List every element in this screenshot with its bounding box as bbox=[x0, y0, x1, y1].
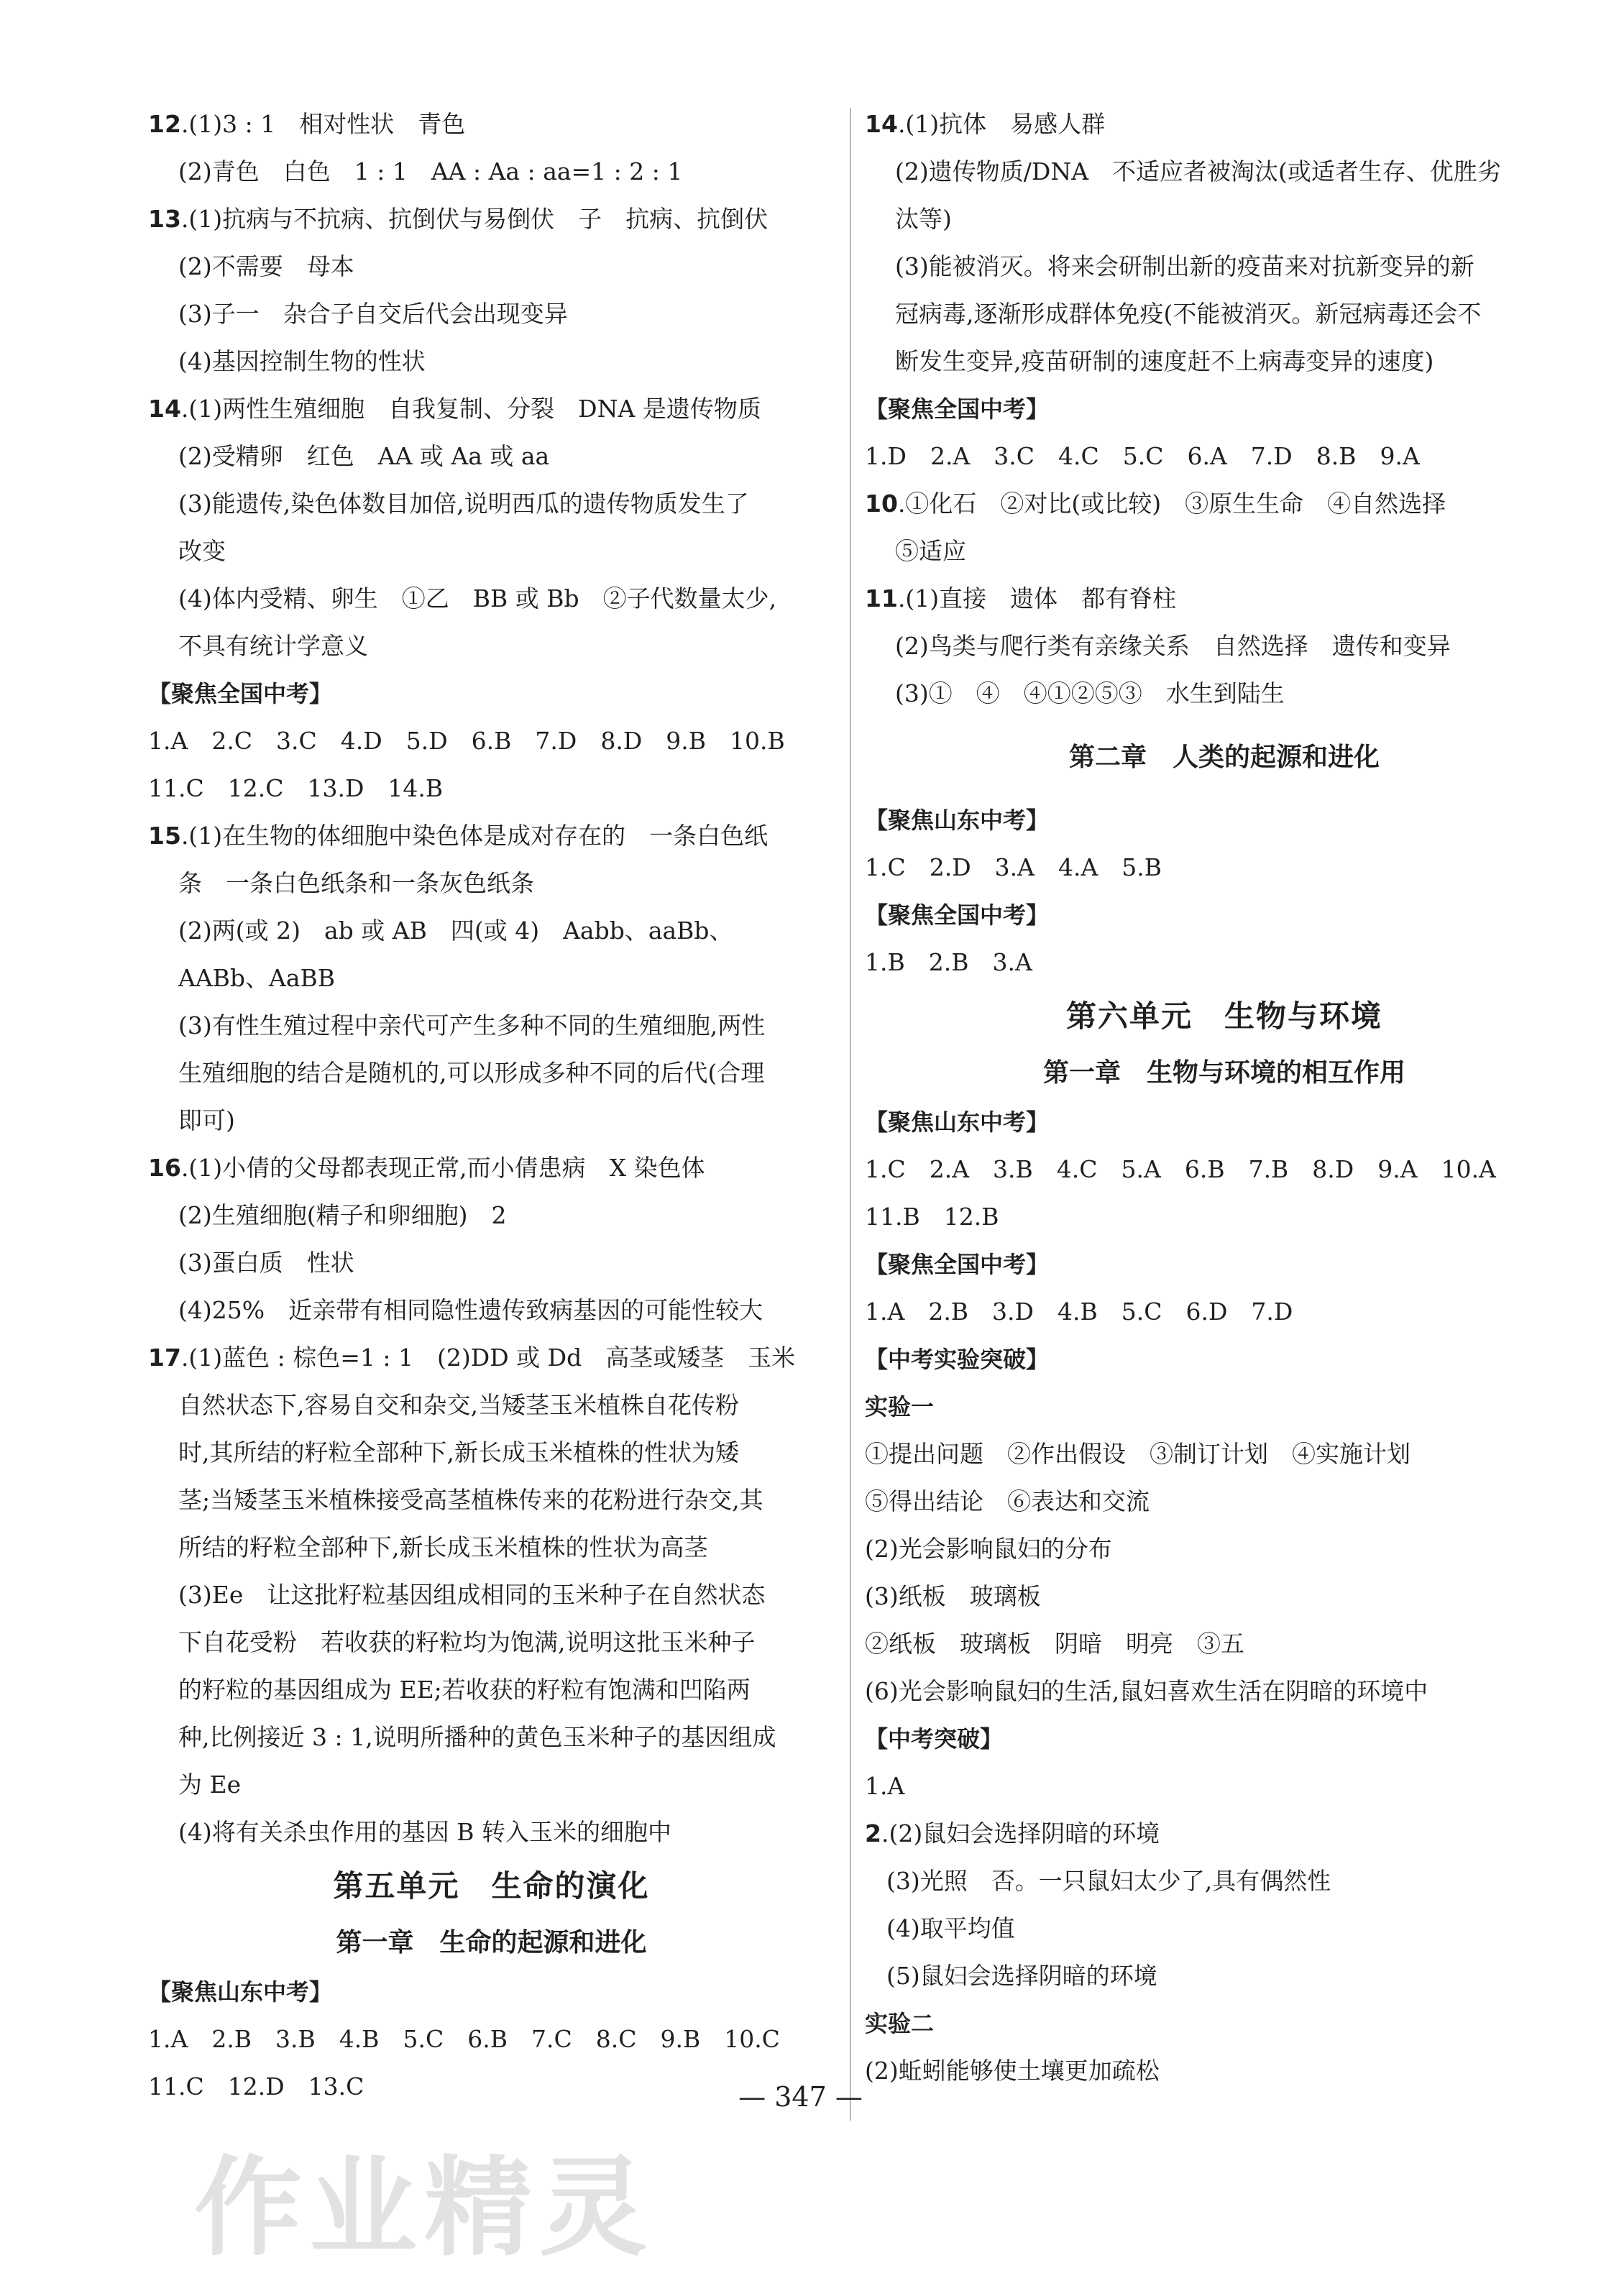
section-heading: 实验二 bbox=[865, 2010, 935, 2037]
answer-line bbox=[148, 1287, 835, 1334]
question-number: 10 bbox=[865, 490, 898, 518]
answer-text: ⑤适应 bbox=[895, 537, 966, 565]
answer-text: ①提出问题 ②作出假设 ③制订计划 ④实施计划 bbox=[865, 1440, 1410, 1468]
answer-text: (4)取平均值 bbox=[886, 1914, 1015, 1942]
section-heading: 【聚焦全国中考】 bbox=[865, 395, 1050, 423]
answer-text: 自然状态下,容易自交和杂交,当矮茎玉米植株自花传粉 bbox=[178, 1391, 739, 1419]
chapter-title: 第一章 生物与环境的相互作用 bbox=[1042, 1057, 1405, 1088]
answer-text: (2)遗传物质/DNA 不适应者被淘汰(或适者生存、优胜劣 bbox=[895, 157, 1501, 185]
answer-text: 为 Ee bbox=[178, 1771, 242, 1799]
answer-text: 11.C 12.D 13.C bbox=[148, 2072, 364, 2100]
answer-text: .(1)抗病与不抗病、抗倒伏与易倒伏 子 抗病、抗倒伏 bbox=[180, 205, 769, 233]
answer-line bbox=[148, 196, 835, 243]
section-heading: 【聚焦山东中考】 bbox=[148, 1978, 333, 2006]
answer-text: 冠病毒,逐渐形成群体免疫(不能被消灭。新冠病毒还会不 bbox=[895, 300, 1482, 328]
answer-line bbox=[148, 955, 835, 1002]
answer-text: .(1)小倩的父母都表现正常,而小倩患病 X 染色体 bbox=[180, 1154, 705, 1182]
answer-line bbox=[148, 1429, 835, 1477]
answer-line bbox=[865, 528, 1584, 575]
answer-text: ⑤得出结论 ⑥表达和交流 bbox=[865, 1487, 1150, 1515]
answer-line bbox=[865, 101, 1584, 148]
answer-line bbox=[865, 670, 1584, 717]
answer-text: 1.C 2.D 3.A 4.A 5.B bbox=[865, 853, 1162, 881]
answer-line bbox=[148, 290, 835, 338]
answer-line bbox=[865, 1146, 1584, 1193]
answer-text: 1.A 2.B 3.D 4.B 5.C 6.D 7.D bbox=[865, 1298, 1293, 1326]
unit-title: 第五单元 生命的演化 bbox=[333, 1868, 650, 1904]
left-column bbox=[148, 101, 835, 2111]
watermark: 作业精灵 bbox=[194, 2146, 655, 2271]
answer-line bbox=[148, 101, 835, 148]
question-number: 12 bbox=[148, 110, 181, 138]
answer-line bbox=[148, 1382, 835, 1429]
answer-line bbox=[865, 1763, 1584, 1810]
section-heading: 【聚焦全国中考】 bbox=[865, 1251, 1050, 1278]
answer-line bbox=[865, 196, 1584, 243]
answer-text: 改变 bbox=[178, 537, 226, 565]
answer-line bbox=[865, 433, 1584, 480]
answer-text: 不具有统计学意义 bbox=[178, 632, 368, 660]
answer-line bbox=[148, 1619, 835, 1666]
answer-text: .(1)在生物的体细胞中染色体是成对存在的 一条白色纸 bbox=[180, 822, 769, 850]
answer-text: 的籽粒的基因组成为 EE;若收获的籽粒有饱满和凹陷两 bbox=[178, 1676, 751, 1704]
answer-text: 断发生变异,疫苗研制的速度赶不上病毒变异的速度) bbox=[895, 347, 1434, 375]
answer-text: (2)两(或 2) ab 或 AB 四(或 4) Aabb、aaBb、 bbox=[178, 917, 733, 945]
section-heading: 【中考突破】 bbox=[865, 1725, 1004, 1753]
answer-text: (4)基因控制生物的性状 bbox=[178, 347, 426, 375]
answer-text: 所结的籽粒全部种下,新长成玉米植株的性状为高茎 bbox=[178, 1533, 708, 1561]
answer-text: (3)蛋白质 性状 bbox=[178, 1249, 354, 1277]
answer-line bbox=[148, 1761, 835, 1809]
answer-text: 茎;当矮茎玉米植株接受高茎植株传来的花粉进行杂交,其 bbox=[178, 1486, 763, 1514]
answer-text: (3)① ④ ④①②⑤③ 水生到陆生 bbox=[895, 679, 1285, 707]
answer-text: .(1)蓝色 : 棕色=1 : 1 (2)DD 或 Dd 高茎或矮茎 玉米 bbox=[180, 1344, 796, 1372]
answer-text: (2)蚯蚓能够使土壤更加疏松 bbox=[865, 2057, 1160, 2085]
section-heading: 实验一 bbox=[865, 1393, 935, 1420]
answer-text: (6)光会影响鼠妇的生活,鼠妇喜欢生活在阴暗的环境中 bbox=[865, 1677, 1428, 1705]
answer-line bbox=[148, 1524, 835, 1571]
answer-text: .(1)直接 遗体 都有脊柱 bbox=[897, 584, 1177, 612]
answer-text: 下自花受粉 若收获的籽粒均为饱满,说明这批玉米种子 bbox=[178, 1628, 756, 1656]
answer-line bbox=[865, 243, 1584, 290]
answer-line bbox=[148, 860, 835, 907]
answer-text: (2)光会影响鼠妇的分布 bbox=[865, 1535, 1112, 1563]
answer-line bbox=[148, 1050, 835, 1097]
answer-text: 11.B 12.B bbox=[865, 1203, 999, 1231]
answer-text: (2)不需要 母本 bbox=[178, 252, 354, 280]
answer-text: 11.C 12.C 13.D 14.B bbox=[148, 774, 444, 802]
answer-line bbox=[148, 338, 835, 385]
question-number: 16 bbox=[148, 1154, 181, 1182]
answer-text: 时,其所结的籽粒全部种下,新长成玉米植株的性状为矮 bbox=[178, 1438, 739, 1466]
answer-text: 种,比例接近 3 : 1,说明所播种的黄色玉米种子的基因组成 bbox=[178, 1723, 776, 1751]
question-number: 13 bbox=[148, 205, 181, 233]
answer-line bbox=[148, 2016, 835, 2063]
answer-text: (3)有性生殖过程中亲代可产生多种不同的生殖细胞,两性 bbox=[178, 1011, 766, 1039]
answer-line bbox=[148, 717, 835, 765]
answer-line bbox=[865, 623, 1584, 670]
section-heading: 【中考实验突破】 bbox=[865, 1346, 1050, 1373]
answer-text: 1.D 2.A 3.C 4.C 5.C 6.A 7.D 8.B 9.A bbox=[865, 442, 1420, 470]
answer-line bbox=[148, 433, 835, 480]
answer-text: 1.A bbox=[865, 1772, 905, 1800]
answer-text: (3)Ee 让这批籽粒基因组成相同的玉米种子在自然状态 bbox=[178, 1581, 766, 1609]
answer-text: 1.A 2.C 3.C 4.D 5.D 6.B 7.D 8.D 9.B 10.B bbox=[148, 727, 785, 755]
answer-text: (3)能被消灭。将来会研制出新的疫苗来对抗新变异的新 bbox=[895, 252, 1474, 280]
answer-line bbox=[865, 1478, 1584, 1525]
answer-text: (3)纸板 玻璃板 bbox=[865, 1582, 1041, 1610]
section-heading: 【聚焦山东中考】 bbox=[865, 807, 1050, 834]
answer-line bbox=[865, 1573, 1584, 1620]
answer-line bbox=[865, 338, 1584, 385]
answer-text: (4)将有关杀虫作用的基因 B 转入玉米的细胞中 bbox=[178, 1818, 671, 1846]
answer-text: (2)受精卵 红色 AA 或 Aa 或 aa bbox=[178, 442, 550, 470]
answer-line bbox=[148, 1097, 835, 1144]
question-number: 11 bbox=[865, 584, 898, 612]
answer-text: (3)能遗传,染色体数目加倍,说明西瓜的遗传物质发生了 bbox=[178, 490, 749, 518]
answer-line bbox=[148, 1334, 835, 1382]
answer-line bbox=[865, 1620, 1584, 1668]
answer-text: (5)鼠妇会选择阴暗的环境 bbox=[886, 1962, 1157, 1990]
answer-line bbox=[148, 528, 835, 575]
chapter-title: 第一章 生命的起源和进化 bbox=[336, 1927, 647, 1957]
answer-line bbox=[865, 575, 1584, 623]
answer-line bbox=[865, 1193, 1584, 1241]
question-number: 17 bbox=[148, 1344, 181, 1372]
section-heading: 【聚焦全国中考】 bbox=[865, 901, 1050, 929]
answer-text: ②纸板 玻璃板 阴暗 明亮 ③五 bbox=[865, 1630, 1244, 1658]
question-number: 15 bbox=[148, 822, 181, 850]
answer-line bbox=[865, 1952, 1584, 2000]
answer-line bbox=[148, 812, 835, 860]
column-divider bbox=[850, 108, 851, 2121]
answer-line bbox=[865, 1525, 1584, 1573]
answer-line bbox=[865, 1668, 1584, 1715]
answer-text: .(1)3 : 1 相对性状 青色 bbox=[180, 110, 466, 138]
right-column bbox=[865, 101, 1584, 2095]
answer-text: 1.A 2.B 3.B 4.B 5.C 6.B 7.C 8.C 9.B 10.C bbox=[148, 2025, 780, 2053]
answer-line bbox=[148, 243, 835, 290]
answer-text: 1.C 2.A 3.B 4.C 5.A 6.B 7.B 8.D 9.A 10.A bbox=[865, 1155, 1496, 1183]
answer-line bbox=[865, 1431, 1584, 1478]
answer-line bbox=[148, 1571, 835, 1619]
answer-text: (2)鸟类与爬行类有亲缘关系 自然选择 遗传和变异 bbox=[895, 632, 1451, 660]
answer-line bbox=[148, 1144, 835, 1192]
answer-line bbox=[865, 290, 1584, 338]
answer-line bbox=[865, 844, 1584, 891]
answer-line bbox=[865, 148, 1584, 196]
answer-line bbox=[148, 385, 835, 433]
answer-line bbox=[148, 623, 835, 670]
answer-line bbox=[148, 1809, 835, 1856]
section-heading: 【聚焦全国中考】 bbox=[148, 680, 333, 707]
answer-line bbox=[148, 1239, 835, 1287]
answer-text: 1.B 2.B 3.A bbox=[865, 948, 1032, 976]
answer-line bbox=[148, 1666, 835, 1714]
answer-line bbox=[148, 480, 835, 528]
answer-line bbox=[148, 575, 835, 623]
question-number: 14 bbox=[148, 395, 181, 423]
answer-text: (4)25% 近亲带有相同隐性遗传致病基因的可能性较大 bbox=[178, 1296, 763, 1324]
unit-title: 第六单元 生物与环境 bbox=[1065, 998, 1382, 1034]
answer-text: (4)体内受精、卵生 ①乙 BB 或 Bb ②子代数量太少, bbox=[178, 584, 777, 612]
answer-text: 生殖细胞的结合是随机的,可以形成多种不同的后代(合理 bbox=[178, 1059, 765, 1087]
answer-text: .(1)两性生殖细胞 自我复制、分裂 DNA 是遗传物质 bbox=[180, 395, 761, 423]
question-number: 2 bbox=[865, 1819, 881, 1847]
answer-line bbox=[865, 1905, 1584, 1952]
answer-line bbox=[148, 1477, 835, 1524]
answer-line bbox=[865, 480, 1584, 528]
chapter-title: 第二章 人类的起源和进化 bbox=[1068, 742, 1380, 772]
answer-line bbox=[865, 1288, 1584, 1336]
answer-line bbox=[148, 765, 835, 812]
answer-line bbox=[865, 1810, 1584, 1858]
answer-text: .(1)抗体 易感人群 bbox=[897, 110, 1106, 138]
answer-text: 汰等) bbox=[895, 205, 952, 233]
answer-text: 即可) bbox=[178, 1106, 235, 1134]
answer-text: (3)光照 否。一只鼠妇太少了,具有偶然性 bbox=[886, 1867, 1331, 1895]
answer-text: 条 一条白色纸条和一条灰色纸条 bbox=[178, 869, 534, 897]
page-number: — 347 — bbox=[738, 2081, 863, 2113]
answer-text: (2)生殖细胞(精子和卵细胞) 2 bbox=[178, 1201, 507, 1229]
answer-text: (3)子一 杂合子自交后代会出现变异 bbox=[178, 300, 568, 328]
answer-line bbox=[865, 939, 1584, 986]
answer-text: .(2)鼠妇会选择阴暗的环境 bbox=[881, 1819, 1160, 1847]
answer-line bbox=[148, 907, 835, 955]
answer-line bbox=[865, 1858, 1584, 1905]
answer-line bbox=[148, 1002, 835, 1050]
answer-line bbox=[148, 1714, 835, 1761]
answer-text: (2)青色 白色 1 : 1 AA : Aa : aa=1 : 2 : 1 bbox=[178, 157, 683, 185]
section-heading: 【聚焦山东中考】 bbox=[865, 1108, 1050, 1136]
answer-text: AABb、AaBB bbox=[178, 964, 336, 992]
answer-line bbox=[148, 1192, 835, 1239]
answer-text: .①化石 ②对比(或比较) ③原生生命 ④自然选择 bbox=[897, 490, 1446, 518]
answer-line bbox=[148, 148, 835, 196]
question-number: 14 bbox=[865, 110, 898, 138]
